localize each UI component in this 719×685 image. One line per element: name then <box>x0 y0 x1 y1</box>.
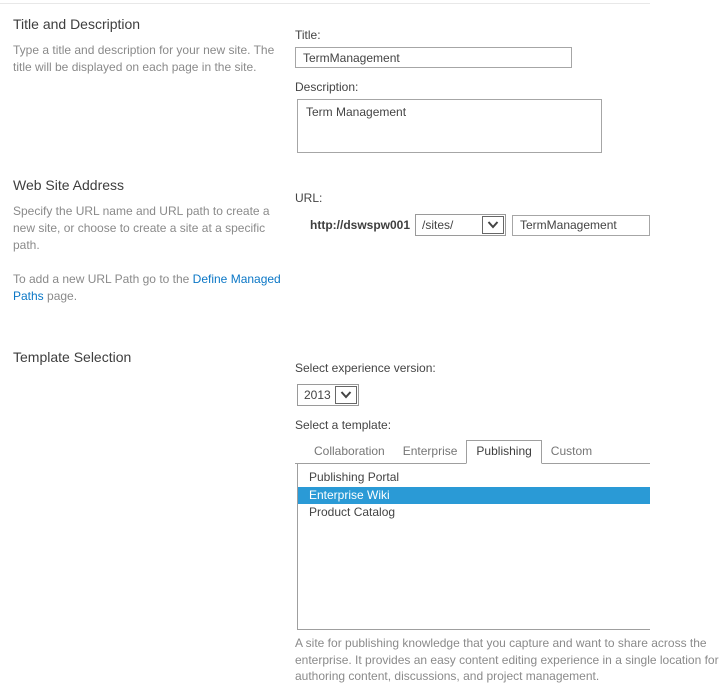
experience-version-value: 2013 <box>304 388 331 402</box>
description-textarea[interactable] <box>297 99 602 153</box>
section-web-site-address-info <box>0 176 295 322</box>
section-title-description-info <box>0 15 295 153</box>
section-heading-web-site-address: Web Site Address <box>13 177 125 193</box>
template-option-enterprise-wiki[interactable]: Enterprise Wiki <box>298 487 650 505</box>
section-heading-template-selection: Template Selection <box>13 349 132 365</box>
template-description-line: authoring content, discussions, and project management. <box>295 669 600 683</box>
section-template-selection <box>0 348 719 685</box>
section-heading-title-description: Title and Description <box>13 16 141 32</box>
template-option-product-catalog[interactable]: Product Catalog <box>309 505 396 519</box>
url-label: URL: <box>295 191 323 205</box>
url-row <box>295 214 650 236</box>
managed-paths-note <box>13 271 287 305</box>
template-description <box>295 635 719 685</box>
managed-paths-note-suffix: page. <box>43 289 78 303</box>
section-description-web-site-address: Specify the URL name and URL path to create a new site, or choose to create a site at a specific path. <box>13 204 270 252</box>
template-listbox <box>297 464 650 630</box>
define-managed-paths-link[interactable]: Define Managed Paths <box>13 272 281 303</box>
tab-collaboration[interactable]: Collaboration <box>314 444 385 458</box>
url-path-select[interactable] <box>415 214 506 236</box>
chevron-down-icon <box>335 386 357 404</box>
url-path-selected-value: /sites/ <box>422 218 454 232</box>
experience-version-select[interactable] <box>297 384 359 406</box>
template-description-line: enterprise. It provides an easy content editing experience in a single location for <box>295 652 719 667</box>
section-template-selection-info <box>0 348 295 685</box>
managed-paths-note-prefix: To add a new URL Path go to the <box>13 272 193 286</box>
tab-publishing[interactable]: Publishing <box>466 440 541 464</box>
description-label: Description: <box>295 80 359 94</box>
section-description-title-description: Type a title and description for your new site. The title will be displayed on each page in the site. <box>13 43 275 74</box>
tab-custom[interactable]: Custom <box>550 444 593 458</box>
section-web-site-address <box>0 176 650 322</box>
template-option-publishing-portal[interactable]: Publishing Portal <box>309 470 400 484</box>
title-input[interactable] <box>295 47 572 68</box>
site-url-input[interactable] <box>512 215 650 236</box>
experience-version-label: Select experience version: <box>295 361 436 375</box>
top-divider <box>0 3 650 4</box>
template-description-line: A site for publishing knowledge that you capture and want to share across the <box>295 636 707 650</box>
title-label: Title: <box>295 28 321 42</box>
chevron-down-icon <box>482 216 504 234</box>
url-host-text: http://dswspw001 <box>310 218 411 232</box>
section-title-description <box>0 15 650 153</box>
template-tabs <box>295 440 650 464</box>
tab-enterprise[interactable]: Enterprise <box>402 444 458 458</box>
select-template-label: Select a template: <box>295 418 392 432</box>
